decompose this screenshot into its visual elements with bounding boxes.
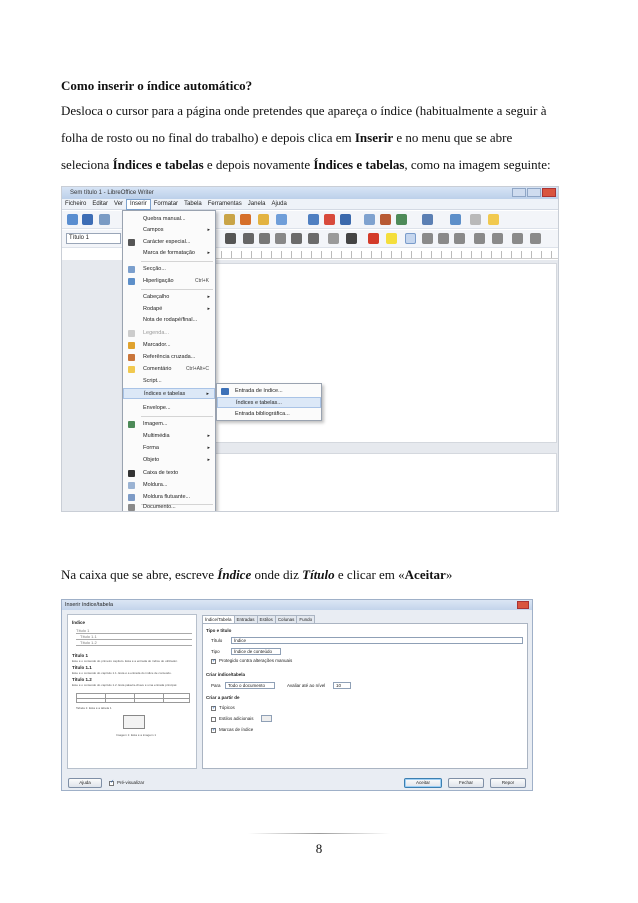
document-icon bbox=[128, 504, 135, 511]
indent-icon[interactable] bbox=[512, 233, 523, 244]
tab-background[interactable]: Fundo bbox=[296, 615, 315, 625]
paragraph-line: Na caixa que se abre, escreve Índice onde diz Título e clicar em «Aceitar» bbox=[61, 567, 453, 582]
headings-label: Tópicos bbox=[219, 705, 235, 710]
reset-button[interactable]: Repor bbox=[490, 778, 526, 788]
preview-label: Pré-visualizar bbox=[117, 780, 145, 785]
menu-item-formatting-mark[interactable]: Marca de formatação ▸ bbox=[123, 248, 215, 259]
maximize-icon[interactable] bbox=[527, 188, 541, 197]
chevron-right-icon: ▸ bbox=[207, 433, 210, 439]
floating-frame-icon bbox=[128, 494, 135, 501]
section-heading: Como inserir o índice automático? bbox=[61, 78, 253, 93]
menu-item-text-box[interactable]: Caixa de texto bbox=[123, 468, 215, 479]
menu-item-footer[interactable]: Rodapé ▸ bbox=[123, 304, 215, 315]
menu-ficheiro[interactable]: Ficheiro bbox=[65, 201, 87, 207]
preview-heading: Índice bbox=[72, 620, 86, 625]
ruler bbox=[212, 251, 558, 259]
align-left-icon[interactable] bbox=[405, 233, 416, 244]
chart-icon[interactable] bbox=[396, 214, 407, 225]
special-character-icon[interactable] bbox=[422, 214, 433, 225]
paragraph-line: folha de rosto ou no final do trabalho) e depois clica em Inserir e no menu que se abre bbox=[61, 130, 513, 145]
menu-tabela[interactable]: Tabela bbox=[184, 201, 202, 207]
image-placeholder-icon bbox=[123, 715, 145, 729]
menu-item-footnote[interactable]: Nota de rodapé/final... bbox=[143, 317, 198, 323]
strikethrough-icon[interactable] bbox=[275, 233, 286, 244]
scope-select[interactable]: Todo o documento bbox=[225, 682, 275, 689]
tab-columns[interactable]: Colunas bbox=[275, 615, 298, 625]
preview-entry: Título 1 bbox=[76, 628, 90, 633]
paragraph-style-box[interactable]: Título 1 bbox=[66, 233, 121, 244]
for-label: Para bbox=[211, 683, 221, 688]
align-center-icon[interactable] bbox=[422, 233, 433, 244]
writer-screenshot bbox=[61, 186, 559, 512]
preview-entry: Título 1.2 bbox=[80, 640, 97, 645]
submenu-item-bibliography-entry[interactable]: Entrada bibliográfica... bbox=[235, 411, 290, 417]
group-create: Criar índice/tabela bbox=[206, 672, 246, 677]
paste-icon[interactable] bbox=[224, 214, 235, 225]
menubar bbox=[62, 199, 558, 210]
chevron-right-icon: ▸ bbox=[207, 457, 210, 463]
submenu-item-index-entry[interactable]: Entrada de índice... bbox=[217, 386, 321, 397]
section-icon bbox=[128, 266, 135, 273]
tab-index-table[interactable]: Índice/Tabela bbox=[202, 615, 235, 625]
headings-checkbox[interactable] bbox=[211, 706, 216, 711]
indexes-submenu bbox=[216, 383, 322, 421]
italic-icon[interactable] bbox=[243, 233, 254, 244]
preview-title: Título 1.2 bbox=[72, 677, 92, 682]
footer-rule bbox=[248, 833, 390, 834]
additional-styles-label: Estilos adicionais bbox=[219, 716, 254, 721]
additional-styles-checkbox[interactable] bbox=[211, 717, 216, 722]
menu-item-image[interactable]: Imagem... bbox=[123, 419, 215, 430]
comment-icon bbox=[128, 366, 135, 373]
numbered-list-icon[interactable] bbox=[492, 233, 503, 244]
menu-editar[interactable]: Editar bbox=[92, 201, 109, 207]
minimize-icon[interactable] bbox=[512, 188, 526, 197]
index-marks-label: Marcas de índice bbox=[219, 727, 254, 732]
title-input[interactable]: Índice bbox=[231, 637, 523, 644]
menu-ferramentas[interactable]: Ferramentas bbox=[207, 201, 242, 207]
subscript-icon[interactable] bbox=[308, 233, 319, 244]
footnote-icon[interactable] bbox=[470, 214, 481, 225]
bookmark-icon bbox=[128, 342, 135, 349]
text-box-icon bbox=[128, 470, 135, 477]
bold-icon[interactable] bbox=[225, 233, 236, 244]
preview-checkbox[interactable]: ✓ bbox=[110, 779, 115, 785]
menu-item-envelope[interactable]: Envelope... bbox=[143, 405, 171, 411]
save-icon[interactable] bbox=[82, 214, 93, 225]
paragraph-line: seleciona Índices e tabelas e depois novamente Índices e tabelas, como na imagem seguinte: bbox=[61, 157, 551, 172]
preview-body: Este é o conteúdo do capítulo 1.1. Esta é a entrada do índice de conteúdo. bbox=[72, 671, 172, 675]
menu-item-special-character[interactable]: Carácter especial... bbox=[123, 237, 215, 248]
index-entry-icon bbox=[221, 388, 229, 395]
menu-item-document[interactable]: Documento... bbox=[123, 502, 215, 512]
undo-icon[interactable] bbox=[258, 214, 269, 225]
page-number: 8 bbox=[315, 841, 323, 856]
preview-table bbox=[76, 693, 190, 703]
menu-separator bbox=[141, 261, 213, 262]
group-create-from: Criar a partir de bbox=[206, 695, 240, 700]
chevron-right-icon: ▸ bbox=[207, 445, 210, 451]
menu-item-script[interactable]: Script... bbox=[143, 378, 162, 384]
mail-icon[interactable] bbox=[99, 214, 110, 225]
list-icon[interactable] bbox=[474, 233, 485, 244]
menu-item-floating-frame[interactable]: Moldura flutuante... bbox=[123, 492, 215, 503]
caption-icon bbox=[128, 330, 135, 337]
index-preview bbox=[67, 614, 197, 769]
preview-line bbox=[76, 645, 192, 646]
protected-checkbox[interactable] bbox=[211, 659, 216, 664]
level-stepper[interactable]: 10 bbox=[333, 682, 351, 689]
index-marks-checkbox[interactable] bbox=[211, 728, 216, 733]
menu-item-section[interactable]: Secção... bbox=[123, 264, 215, 275]
preview-body: Este é o conteúdo do capítulo 1.2. Esta palavra-chave é uma entrada principal. bbox=[72, 683, 178, 687]
tab-panel bbox=[202, 623, 528, 769]
underline-icon[interactable] bbox=[259, 233, 270, 244]
menu-janela[interactable]: Janela bbox=[247, 201, 266, 207]
shadow-icon[interactable] bbox=[328, 233, 339, 244]
menu-item-cross-reference[interactable]: Referência cruzada... bbox=[123, 352, 215, 363]
menu-item-fields[interactable]: Campos ▸ bbox=[123, 225, 215, 236]
font-color-icon[interactable] bbox=[368, 233, 379, 244]
spellcheck-icon[interactable] bbox=[308, 214, 319, 225]
preview-caption: Tabela 1: Esta é a tabela 1 bbox=[76, 706, 112, 710]
outdent-icon[interactable] bbox=[530, 233, 541, 244]
highlight-icon[interactable] bbox=[386, 233, 397, 244]
submenu-item-indexes-tables[interactable]: Índices e tabelas... bbox=[217, 397, 321, 408]
chevron-right-icon: ▸ bbox=[207, 250, 210, 256]
menu-item-comment[interactable]: Comentário Ctrl+Alt+C bbox=[123, 364, 215, 375]
menu-ajuda[interactable]: Ajuda bbox=[271, 201, 287, 207]
menu-separator bbox=[141, 289, 213, 290]
comment-icon[interactable] bbox=[488, 214, 499, 225]
menu-separator bbox=[141, 416, 213, 417]
clone-icon[interactable] bbox=[240, 214, 251, 225]
table-icon[interactable] bbox=[364, 214, 375, 225]
chevron-right-icon: ▸ bbox=[207, 294, 210, 300]
help-button[interactable]: Ajuda bbox=[68, 778, 102, 788]
new-icon[interactable] bbox=[67, 214, 78, 225]
preview-body: Este é o conteúdo do primeiro capítulo. Esta é a entrada do índice do utilizador. bbox=[72, 659, 178, 663]
image-icon bbox=[128, 421, 135, 428]
superscript-icon[interactable] bbox=[291, 233, 302, 244]
dialog-titlebar: Inserir índice/tabela bbox=[62, 600, 532, 610]
chevron-right-icon: ▸ bbox=[206, 391, 209, 397]
document-page[interactable] bbox=[212, 453, 557, 512]
menu-inserir[interactable]: Inserir bbox=[126, 199, 151, 210]
menu-item-shape[interactable]: Forma ▸ bbox=[123, 443, 215, 454]
menu-item-hyperlink[interactable]: Hiperligação Ctrl+K bbox=[123, 276, 215, 287]
find-icon[interactable] bbox=[324, 214, 335, 225]
menu-item-multimedia[interactable]: Multimédia ▸ bbox=[123, 431, 215, 442]
menu-ver[interactable]: Ver bbox=[114, 201, 124, 207]
tab-styles[interactable]: Estilos bbox=[257, 615, 276, 625]
title-label: Título bbox=[211, 638, 223, 643]
styles-assign-button[interactable] bbox=[261, 715, 272, 722]
menu-item-header[interactable]: Cabeçalho ▸ bbox=[123, 292, 215, 303]
redo-icon[interactable] bbox=[276, 214, 287, 225]
close-icon[interactable] bbox=[517, 601, 529, 609]
chevron-right-icon: ▸ bbox=[207, 227, 210, 233]
preview-title: Título 1.1 bbox=[72, 665, 92, 670]
paragraph-line: Desloca o cursor para a página onde pretendes que apareça o índice (habitualmente a seguir à bbox=[61, 103, 547, 118]
menu-formatar[interactable]: Formatar bbox=[153, 201, 179, 207]
type-label: Tipo bbox=[211, 649, 220, 654]
omega-icon bbox=[128, 239, 135, 246]
frame-icon bbox=[128, 482, 135, 489]
chevron-right-icon: ▸ bbox=[207, 306, 210, 312]
tab-entries[interactable]: Entradas bbox=[234, 615, 258, 625]
group-type-title: Tipo e título bbox=[206, 628, 232, 633]
menu-item-frame[interactable]: Moldura... bbox=[123, 480, 215, 491]
align-right-icon[interactable] bbox=[438, 233, 449, 244]
justify-icon[interactable] bbox=[454, 233, 465, 244]
hyperlink-icon[interactable] bbox=[450, 214, 461, 225]
preview-entry: Título 1.1 bbox=[80, 634, 97, 639]
insert-menu bbox=[122, 210, 216, 512]
formatting-marks-icon[interactable] bbox=[340, 214, 351, 225]
menu-item-object[interactable]: Objeto ▸ bbox=[123, 455, 215, 466]
insert-index-dialog bbox=[61, 599, 533, 791]
preview-title: Título 1 bbox=[72, 653, 88, 658]
hyperlink-icon bbox=[128, 278, 135, 285]
level-label: Avaliar até ao nível bbox=[287, 683, 326, 688]
image-icon[interactable] bbox=[380, 214, 391, 225]
type-select[interactable]: Índice de conteúdo bbox=[231, 648, 281, 655]
close-icon[interactable] bbox=[542, 188, 556, 197]
window-titlebar: Sem título 1 - LibreOffice Writer bbox=[62, 187, 558, 199]
close-button[interactable]: Fechar bbox=[448, 778, 484, 788]
cross-reference-icon bbox=[128, 354, 135, 361]
protected-label: Protegido contra alterações manuais bbox=[219, 658, 293, 663]
menu-item-bookmark[interactable]: Marcador... bbox=[123, 340, 215, 351]
menu-item-caption: Legenda... bbox=[123, 328, 215, 339]
menu-item-indexes-tables[interactable]: Índices e tabelas ▸ bbox=[123, 388, 215, 399]
clear-format-icon[interactable] bbox=[346, 233, 357, 244]
ok-button[interactable]: Aceitar bbox=[404, 778, 442, 788]
preview-caption: Imagem 1: Esta é a imagem 1 bbox=[116, 733, 157, 737]
menu-item-page-break[interactable]: Quebra manual... bbox=[143, 216, 186, 222]
